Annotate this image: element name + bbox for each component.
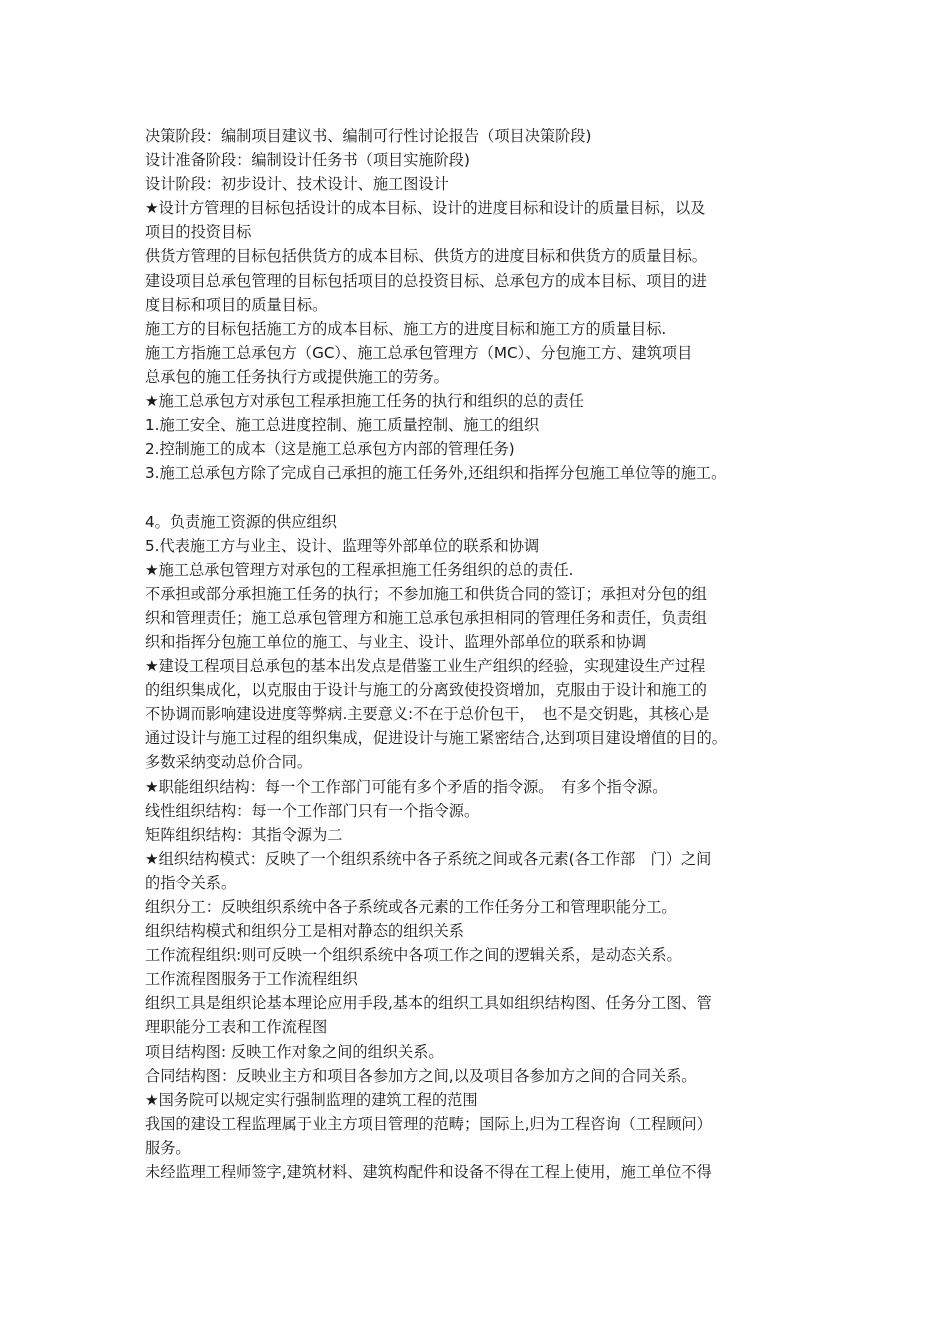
text-line: 设计准备阶段：编制设计任务书（项目实施阶段) — [145, 151, 470, 170]
text-line: 总承包的施工任务执行方或提供施工的劳务。 — [145, 367, 449, 386]
text-line: 矩阵组织结构：其指令源为二 — [145, 825, 343, 844]
text-line: 1.施工安全、施工总进度控制、施工质量控制、施工的组织 — [145, 416, 540, 435]
text-line: 决策阶段：编制项目建议书、编制可行性讨论报告（项目决策阶段) — [145, 127, 592, 145]
text-line: 组织结构模式和组织分工是相对静态的组织关系 — [145, 922, 464, 941]
text-line: 供货方管理的目标包括供货方的成本目标、供货方的进度目标和供货方的质量目标。 — [145, 247, 707, 266]
text-line: ★建设工程项目总承包的基本出发点是借鉴工业生产组织的经验，实现建设生产过程 — [145, 657, 706, 676]
text-line: ★设计方管理的目标包括设计的成本目标、设计的进度目标和设计的质量目标，以及 — [145, 199, 706, 218]
text-line: 不承担或部分承担施工任务的执行；不参加施工和供货合同的签订；承担对分包的组 — [145, 584, 707, 603]
text-line: 合同结构图：反映业主方和项目各参加方之间,以及项目各参加方之间的合同关系。 — [145, 1066, 697, 1085]
text-line: 4。负责施工资源的供应组织 — [145, 512, 337, 531]
text-line: 织和管理责任；施工总承包管理方和施工总承包承担相同的管理任务和责任，负责组 — [145, 608, 707, 627]
blank-line — [145, 485, 825, 509]
text-line: 工作流程图服务于工作流程组织 — [145, 970, 358, 989]
text-line: ★施工总承包方对承包工程承担施工任务的执行和组织的总的责任 — [145, 392, 584, 411]
text-line: ★施工总承包管理方对承包的工程承担施工任务组织的总的责任. — [145, 560, 574, 579]
text-line: 2.控制施工的成本（这是施工总承包方内部的管理任务) — [145, 440, 515, 459]
text-line: 度目标和项目的质量目标。 — [145, 295, 328, 314]
text-line: 我国的建设工程监理属于业主方项目管理的范畴；国际上,归为工程咨询（工程顾问） — [145, 1114, 712, 1133]
text-line: 3.施工总承包方除了完成自己承担的施工任务外,还组织和指挥分包施工单位等的施工。 — [145, 464, 727, 483]
text-line: 设计阶段：初步设计、技术设计、施工图设计 — [145, 175, 449, 194]
text-line: 服务。 — [145, 1138, 191, 1157]
text-line: 施工方的目标包括施工方的成本目标、施工方的进度目标和施工方的质量目标. — [145, 319, 667, 338]
text-line: 理职能分工表和工作流程图 — [145, 1018, 328, 1037]
text-line: 通过设计与施工过程的组织集成，促进设计与施工紧密结合,达到项目建设增值的目的。 — [145, 729, 727, 748]
text-line: 线性组织结构：每一个工作部门只有一个指令源。 — [145, 801, 480, 820]
text-line: 的指令关系。 — [145, 873, 237, 892]
text-line: 未经监理工程师签字,建筑材料、建筑构配件和设备不得在工程上使用，施工单位不得 — [145, 1163, 712, 1182]
text-line: 建设项目总承包管理的目标包括项目的总投资目标、总承包方的成本目标、项目的进 — [145, 271, 707, 290]
text-line: 的组织集成化，以克服由于设计与施工的分离致使投资增加，克服由于设计和施工的 — [145, 681, 707, 700]
text-line: 5.代表施工方与业主、设计、监理等外部单位的联系和协调 — [145, 536, 540, 555]
text-line: 施工方指施工总承包方（GC）、施工总承包管理方（MC）、分包施工方、建筑项目 — [145, 343, 693, 362]
text-line: ★国务院可以规定实行强制监理的建筑工程的范围 — [145, 1090, 478, 1109]
text-line: 织和指挥分包施工单位的施工、与业主、设计、监理外部单位的联系和协调 — [145, 632, 647, 651]
text-line: 多数采纳变动总价合同。 — [145, 753, 313, 772]
text-line: 组织工具是组织论基本理论应用手段,基本的组织工具如组织结构图、任务分工图、管 — [145, 994, 712, 1013]
text-line: 项目结构图: 反映工作对象之间的组织关系。 — [145, 1042, 444, 1061]
text-line: ★组织结构模式：反映了一个组织系统中各子系统之间或各元素(各工作部 门）之间 — [145, 849, 712, 868]
text-line: 不协调而影响建设进度等弊病.主要意义:不在于总价包干， 也不是交钥匙，其核心是 — [145, 705, 710, 724]
text-line: ★职能组织结构：每一个工作部门可能有多个矛盾的指令源。 有多个指令源。 — [145, 777, 668, 796]
text-line: 项目的投资目标 — [145, 223, 252, 242]
document-body — [145, 124, 825, 1184]
text-line: 组织分工：反映组织系统中各子系统或各元素的工作任务分工和管理职能分工。 — [145, 898, 677, 916]
text-line: 工作流程组织:则可反映一个组织系统中各项工作之间的逻辑关系，是动态关系。 — [145, 946, 682, 965]
